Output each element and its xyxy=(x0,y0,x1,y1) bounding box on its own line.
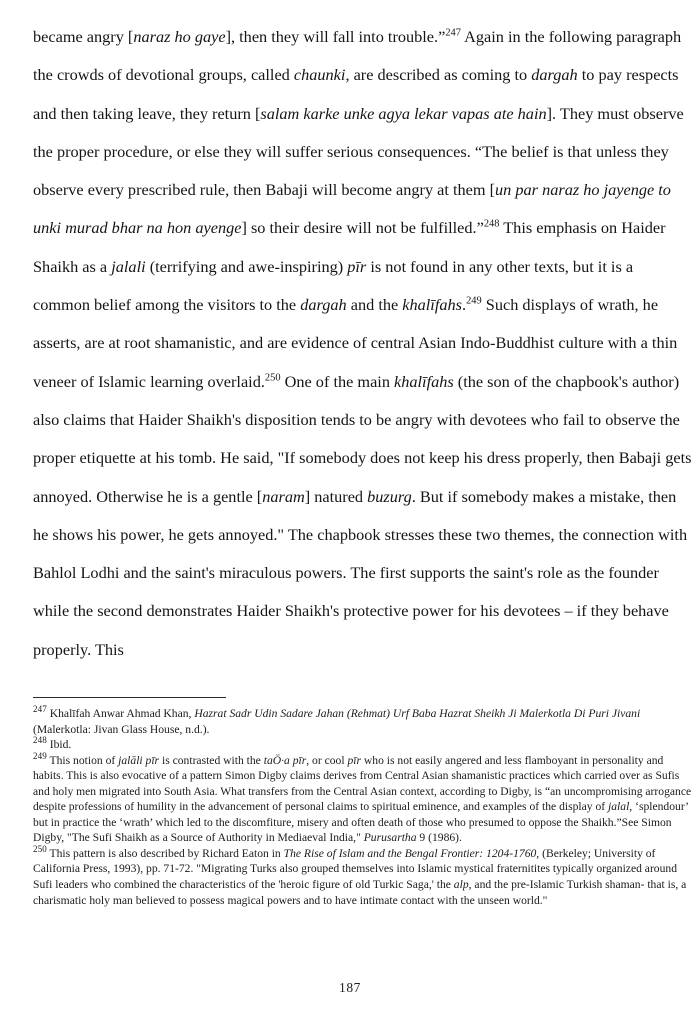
italic-term: pīr xyxy=(347,753,361,767)
text-run: Such displays of wrath, he asserts, are at root shamanistic, and are evidence of central Asian Indo-Buddhist culture with a thin veneer of Islamic learning overlaid. xyxy=(33,295,678,391)
footnote-entry xyxy=(33,737,694,753)
footnote-entry xyxy=(33,846,694,908)
footnote-number: 247 xyxy=(33,704,47,715)
text-run: (Malerkotla: Jivan Glass House, n.d.). xyxy=(33,722,210,736)
footnote-separator-rule xyxy=(33,697,226,698)
text-run: , ‘splendour’ but in practice the ‘wrath’ which led to the discomfiture, misery and often death of those who presumed to oppose the Shaikh.”See Simon Digby, "The Sufi Shaikh as a Source of Authority in Mediaeval India," xyxy=(33,800,689,845)
text-run: 9 (1986). xyxy=(416,831,462,845)
text-run: . But if somebody makes a mistake, then he shows his power, he gets annoyed." The chapbook stresses these two themes, the connection with Bahlol Lodhi and the saint's miraculous powers. The first supports the saint's role as the founder while the second demonstrates Haider Shaikh's protective power for his devotees – if they behave properly. This xyxy=(33,486,688,659)
italic-term: jalāli pīr xyxy=(118,753,160,767)
text-run: This pattern is also described by Richard Eaton in xyxy=(46,846,284,860)
italic-term: alp xyxy=(453,878,469,892)
italic-term: dargah xyxy=(531,65,578,85)
text-run: , (Berkeley; University of California Press, 1993), pp. 71-72. "Migrating Turks also grouped themselves into Islamic mystical fraternitites typically organized around Sufi leaders who combined the characteristics of the 'heroic figure of old Turkic Saga,' the xyxy=(33,846,677,892)
italic-term: taÖ·a pīr xyxy=(263,753,307,767)
footnote-entry xyxy=(33,750,694,846)
text-run: ] so their desire will not be fulfilled.” xyxy=(241,218,484,238)
text-run: , and the pre-Islamic Turkish shaman- that is, a charismatic holy man believed to possess magical powers and to have intimate contact with the unseen world." xyxy=(33,878,687,907)
italic-term: naraz ho gaye xyxy=(133,27,226,46)
text-run: . xyxy=(461,295,467,315)
text-run: ], then they will fall into trouble.” xyxy=(225,27,446,46)
footnote-number: 248 xyxy=(33,735,47,746)
footnote-number: 250 xyxy=(33,844,47,855)
text-run: , are described as coming to xyxy=(345,65,532,85)
italic-term: The Rise of Islam and the Bengal Frontier: 1204-1760 xyxy=(283,846,537,860)
text-run: who is not easily angered and less flamboyant in personality and habits. This is also evocative of a pattern Simon Digby claims derives from Central Asian shamanistic practices which carried over as Sufis and holy men migrated into South Asia. What transfers from the Central Asian context, according to Digby, is “an uncompromising arrogance despite professions of humility in the advancement of personal claims to spiritual eminence, and examples of the display of xyxy=(33,753,692,814)
italic-term: khalīfahs xyxy=(402,295,462,315)
text-run: (terrifying and awe-inspiring) xyxy=(145,256,348,276)
italic-term: jalali xyxy=(111,256,146,276)
text-run: became angry [ xyxy=(33,27,134,46)
text-run: (the son of the chapbook's author) also claims that Haider Shaikh's disposition tends to be angry with devotees who fail to observe the proper etiquette at his tomb. He said, "If somebody does not keep his dress properly, then Babaji gets annoyed. Otherwise he is a gentle [ xyxy=(33,371,692,506)
text-run: One of the main xyxy=(280,371,395,391)
body-text-block xyxy=(33,18,693,669)
text-run: Again in the following paragraph the crowds of devotional groups, called xyxy=(33,27,682,85)
page-number: 187 xyxy=(338,980,362,995)
italic-term: jalal xyxy=(608,800,630,814)
text-run: This emphasis on Haider Shaikh as a xyxy=(33,218,666,276)
italic-term: salam karke unke agya lekar vapas ate hain xyxy=(260,103,547,123)
text-run: is not found in any other texts, but it is a common belief among the visitors to the xyxy=(33,256,634,315)
footnote-marker: 248 xyxy=(483,219,500,231)
italic-term: dargah xyxy=(300,295,347,315)
footnote-marker: 250 xyxy=(264,372,281,384)
text-run: Ibid. xyxy=(46,738,72,752)
italic-term: chaunki xyxy=(293,65,346,85)
text-run: ]. They must observe the proper procedure, or else they will suffer serious consequences. “The belief is that unless they observe every prescribed rule, then Babaji will become angry at them [ xyxy=(33,103,684,200)
footnote-marker: 249 xyxy=(466,295,482,307)
italic-term: khalīfahs xyxy=(394,371,454,391)
italic-term: un par naraz ho jayenge to unki murad bhar na hon ayenge xyxy=(33,180,671,238)
footnote-number: 249 xyxy=(33,750,47,761)
footnote-marker: 247 xyxy=(445,27,461,39)
text-run: , or cool xyxy=(306,753,348,767)
italic-term: naram xyxy=(262,486,305,506)
italic-term: Hazrat Sadr Udin Sadare Jahan (Rehmat) Urf Baba Hazrat Sheikh Ji Malerkotla Di Puri Jivani xyxy=(194,707,641,720)
text-run: This notion of xyxy=(46,753,119,767)
body-paragraph xyxy=(33,18,693,669)
text-run: to pay respects and then taking leave, they return [ xyxy=(33,65,679,123)
text-run: is contrasted with the xyxy=(159,753,264,767)
footnotes-block xyxy=(33,706,694,908)
italic-term: pīr xyxy=(347,256,367,276)
footnote-entry xyxy=(33,706,694,737)
text-run: and the xyxy=(346,295,403,315)
text-run: Khalīfah Anwar Ahmad Khan, xyxy=(46,707,195,720)
italic-term: Purusartha xyxy=(363,831,417,845)
text-run: ] natured xyxy=(304,486,368,506)
italic-term: buzurg xyxy=(367,486,412,506)
